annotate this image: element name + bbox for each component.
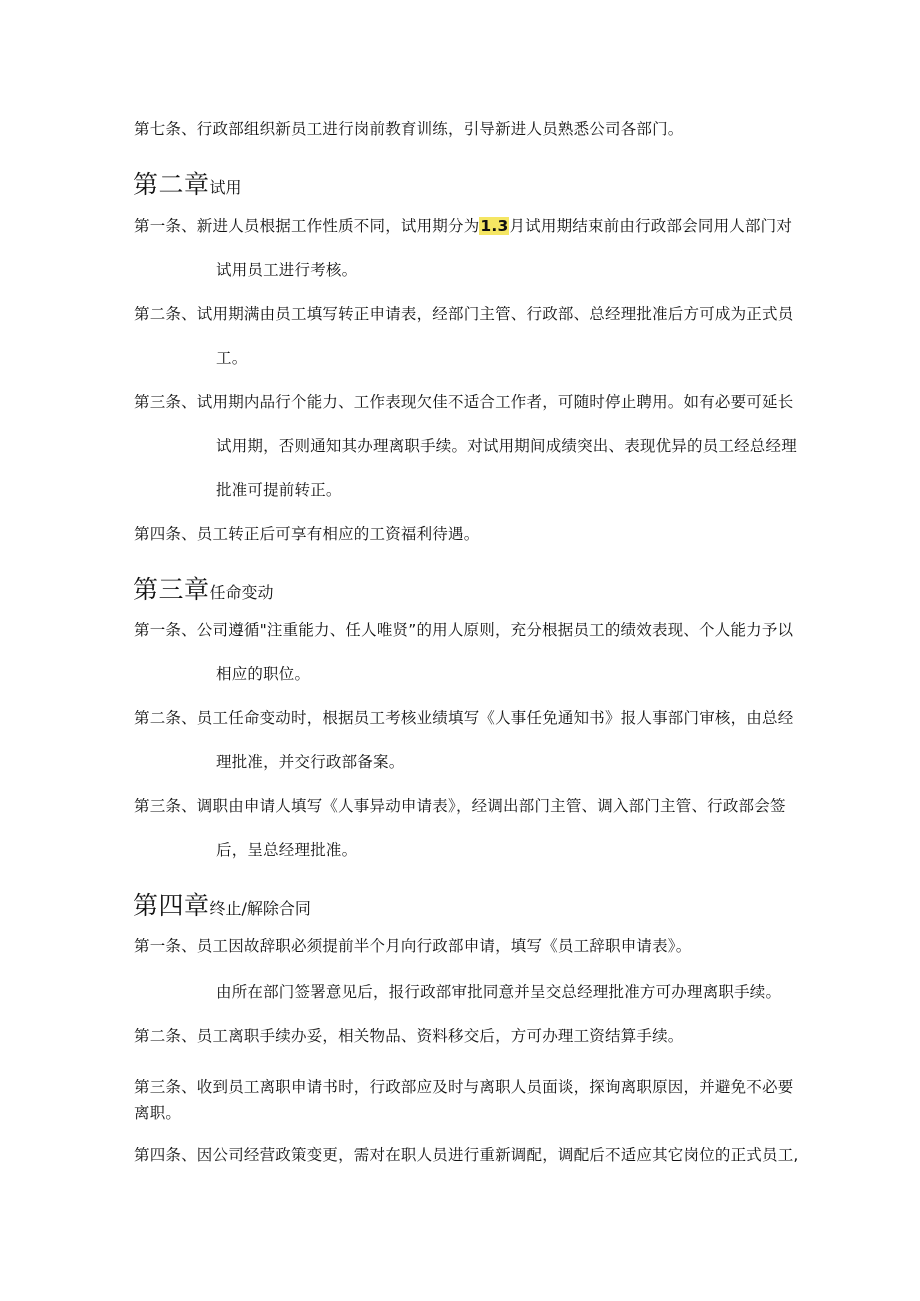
chapter-4-title: 终止/解除合同: [209, 899, 311, 918]
ch3-article-2-cont: 理批准，并交行政部备案。: [216, 753, 405, 771]
ch2-article-3-cont-2: 批准可提前转正。: [216, 481, 342, 499]
ch2-article-1-post: 月试用期结束前由行政部会同用人部门对: [509, 217, 793, 235]
ch2-article-4: 第四条、员工转正后可享有相应的工资福利待遇。: [134, 525, 480, 543]
chapter-2-number: 第二章: [133, 170, 210, 199]
ch4-article-1: 第一条、员工因故辞职必须提前半个月向行政部申请，填写《员工辞职申请表》。: [134, 937, 692, 955]
ch4-article-3-cont: 离职。: [134, 1104, 182, 1122]
ch3-article-1: 第一条、公司遵循"注重能力、任人唯贤”的用人原则，充分根据员工的绩效表现、个人能力予以: [134, 621, 794, 639]
chapter-2-heading: [133, 165, 242, 201]
ch4-article-2: 第二条、员工离职手续办妥，相关物品、资料移交后，方可办理工资结算手续。: [134, 1027, 684, 1045]
ch4-article-3: 第三条、收到员工离职申请书时，行政部应及时与离职人员面谈，探询离职原因，并避免不必要: [134, 1078, 794, 1096]
chapter-4-number: 第四章: [133, 891, 210, 920]
ch3-article-1-cont: 相应的职位。: [216, 665, 311, 683]
ch2-article-1-pre: 第一条、新进人员根据工作性质不同，试用期分为: [134, 217, 480, 235]
ch3-article-2: 第二条、员工任命变动时，根据员工考核业绩填写《人事任免通知书》报人事部门审核，由总经: [134, 709, 794, 727]
chapter-3-heading: [133, 570, 274, 606]
ch2-article-1: [134, 215, 792, 237]
article-7: 第七条、行政部组织新员工进行岗前教育训练，引导新进人员熟悉公司各部门。: [134, 120, 684, 138]
chapter-3-title: 任命变动: [209, 583, 274, 602]
chapter-2-title: 试用: [209, 178, 242, 197]
chapter-3-number: 第三章: [133, 575, 210, 604]
ch3-article-3-cont: 后，呈总经理批准。: [216, 841, 358, 859]
trial-period-highlight: 1.3: [480, 217, 509, 235]
ch2-article-3-cont-1: 试用期，否则通知其办理离职手续。对试用期间成绩突出、表现优异的员工经总经理: [216, 437, 797, 455]
ch2-article-1-cont: 试用员工进行考核。: [216, 261, 358, 279]
ch2-article-2-cont: 工。: [216, 349, 248, 367]
ch4-article-1-cont: 由所在部门签署意见后，报行政部审批同意并呈交总经理批准方可办理离职手续。: [216, 983, 782, 1001]
ch4-article-4: 第四条、因公司经营政策变更，需对在职人员进行重新调配，调配后不适应其它岗位的正式员工,: [134, 1146, 799, 1164]
ch2-article-3: 第三条、试用期内品行个能力、工作表现欠佳不适合工作者，可随时停止聘用。如有必要可延长: [134, 393, 794, 411]
chapter-4-heading: [133, 886, 311, 922]
ch2-article-2: 第二条、试用期满由员工填写转正申请表，经部门主管、行政部、总经理批准后方可成为正式员: [134, 305, 794, 323]
ch3-article-3: 第三条、调职由申请人填写《人事异动申请表》，经调出部门主管、调入部门主管、行政部会签: [134, 797, 786, 815]
